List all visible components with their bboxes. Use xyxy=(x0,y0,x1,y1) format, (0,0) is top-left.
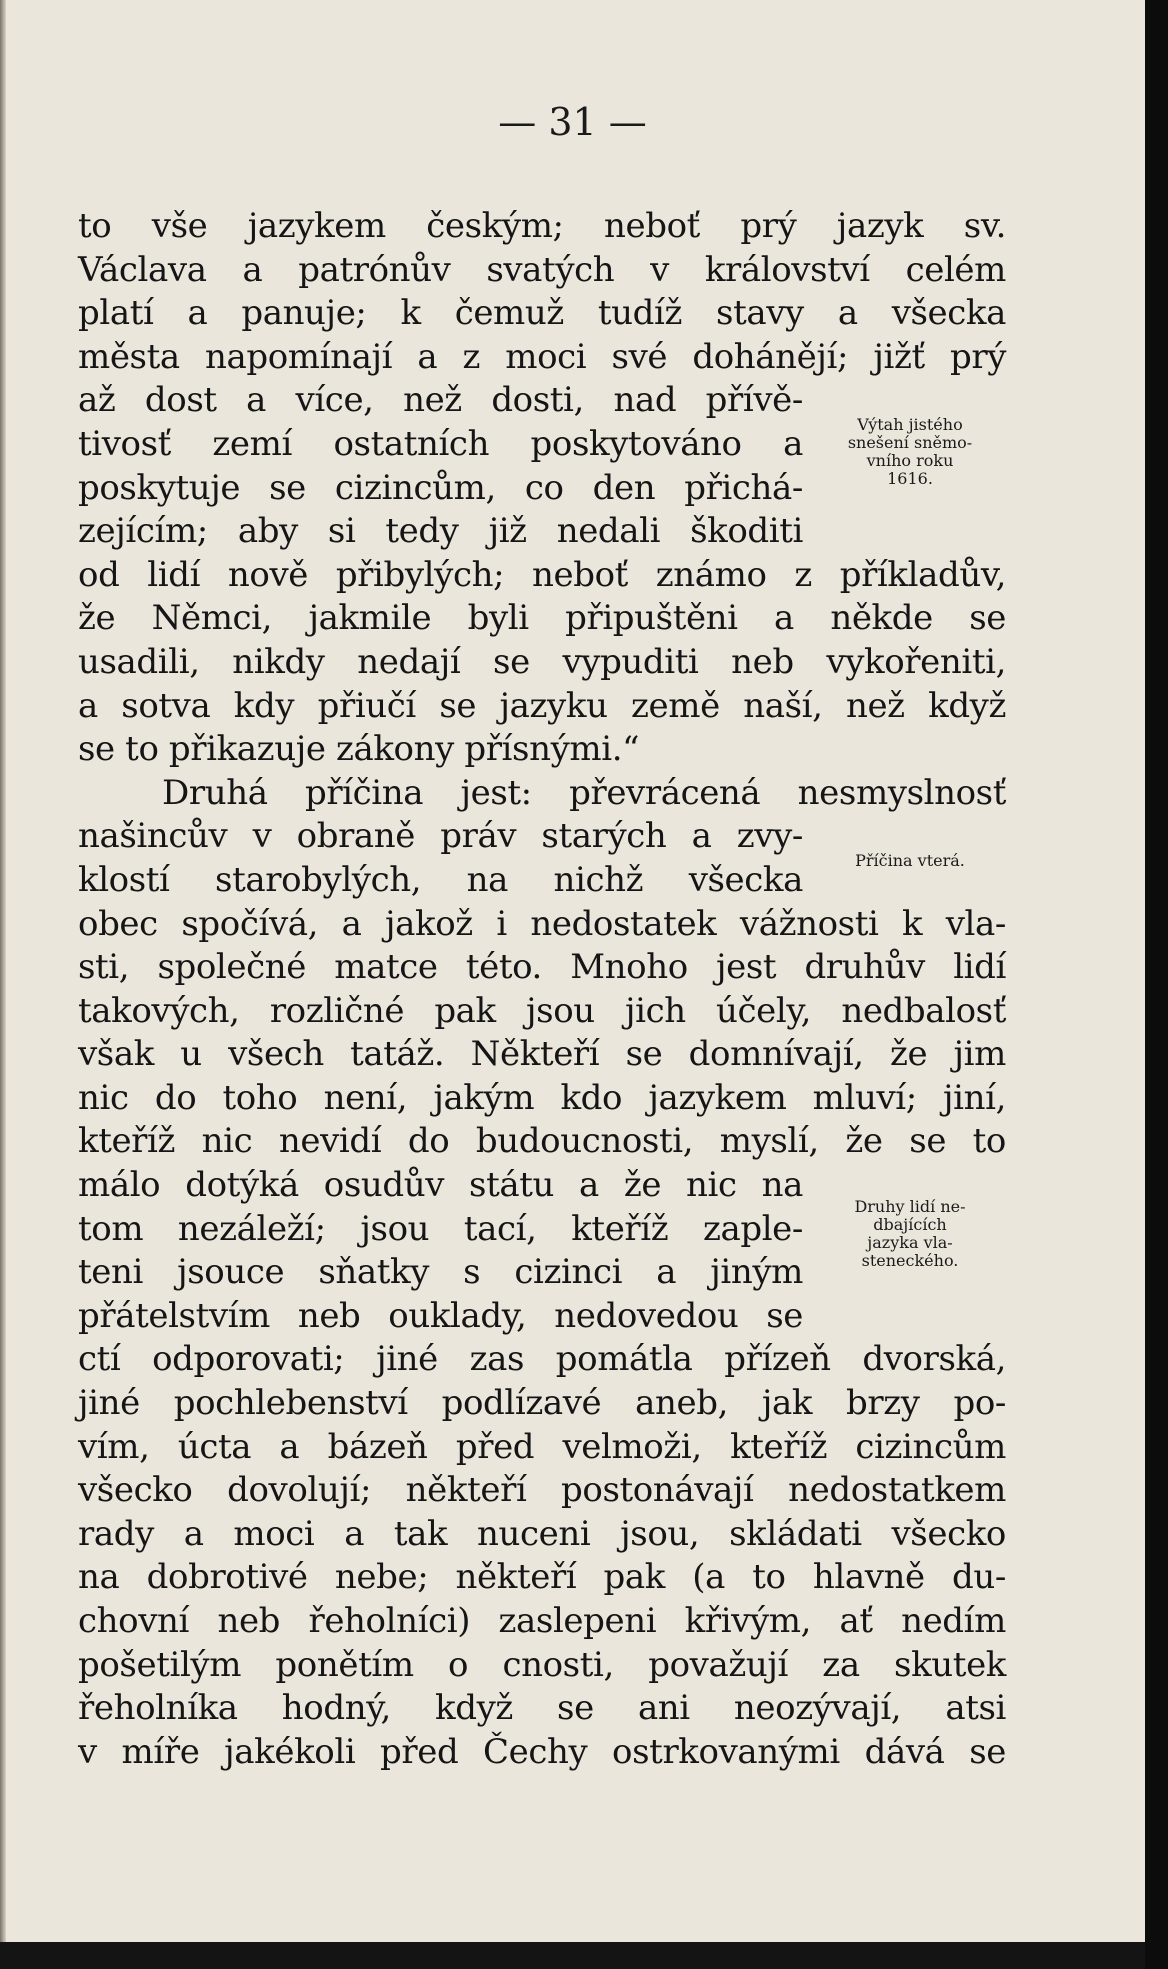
text-line: takových, rozličné pak jsou jich účely, nedbalosť xyxy=(78,990,1006,1031)
text-line: chovní neb řeholníci) zaslepeni křivým, ať nedím xyxy=(78,1601,1006,1641)
text-line: ctí odporovati; jiné zas pomátla přízeň dvorská, xyxy=(78,1339,1006,1380)
text-line: usadili, nikdy nedají se vypuditi neb vykořeniti, xyxy=(78,641,1006,682)
text-line: jiné pochlebenství podlízavé aneb, jak brzy po- xyxy=(78,1383,1006,1424)
margin-note-line: Druhy lidí ne- xyxy=(854,1197,966,1216)
text-line: to vše jazykem českým; neboť prý jazyk sv. xyxy=(78,206,1006,246)
margin-note xyxy=(820,852,1000,870)
text-line: na dobrotivé nebe; někteří pak (a to hlavně du- xyxy=(78,1557,1006,1598)
text-line: Václava a patrónův svatých v království celém xyxy=(78,249,1006,290)
text-line: přátelstvím neb ouklady, nedovedou se xyxy=(78,1295,803,1336)
text-line: kteříž nic nevidí do budoucnosti, myslí, že se to xyxy=(78,1121,1006,1162)
text-line: od lidí nově přibylých; neboť známo z příkladův, xyxy=(78,554,1006,595)
text-line: všecko dovolují; někteří postonávají nedostatkem xyxy=(78,1470,1006,1511)
page-number: — 31 — xyxy=(498,100,647,144)
margin-note-line: 1616. xyxy=(887,469,933,488)
text-line: vím, úcta a bázeň před velmoži, kteříž cizincům xyxy=(78,1426,1006,1467)
text-line: klostí starobylých, na nichž všecka xyxy=(78,859,803,900)
margin-note-line: Výtah jistého xyxy=(857,415,963,434)
margin-note xyxy=(820,416,1000,488)
scan-border-right xyxy=(1145,0,1168,1969)
text-line: platí a panuje; k čemuž tudíž stavy a všecka xyxy=(78,293,1006,334)
text-line: sti, společné matce této. Mnoho jest druhův lidí xyxy=(78,947,1006,988)
margin-note-line: steneckého. xyxy=(861,1251,959,1270)
scan-border-bottom xyxy=(0,1942,1145,1969)
margin-note-line: vního roku xyxy=(866,451,954,470)
text-line: města napomínají a z moci své dohánějí; jižť prý xyxy=(78,336,1006,377)
text-line: tom nezáleží; jsou tací, kteříž zaple- xyxy=(78,1208,803,1249)
text-line: však u všech tatáž. Někteří se domnívají, že jim xyxy=(78,1034,1006,1075)
text-line: poskytuje se cizincům, co den přichá- xyxy=(78,467,803,508)
margin-note-line: dbajících xyxy=(873,1215,947,1234)
margin-note-line: snešení sněmo- xyxy=(847,433,973,452)
text-line: málo dotýká osudův státu a že nic na xyxy=(78,1165,803,1206)
text-line: rady a moci a tak nuceni jsou, skládati všecko xyxy=(78,1513,1006,1554)
text-line: a sotva kdy přiučí se jazyku země naší, než když xyxy=(78,685,1006,726)
text-line: teni jsouce sňatky s cizinci a jiným xyxy=(78,1252,803,1293)
text-line: v míře jakékoli před Čechy ostrkovanými dává se xyxy=(78,1731,1006,1772)
text-line: pošetilým ponětím o cnosti, považují za skutek xyxy=(78,1644,1006,1685)
text-line: řeholníka hodný, když se ani neozývají, atsi xyxy=(78,1688,1006,1729)
text-line: nic do toho není, jakým kdo jazykem mluví; jiní, xyxy=(78,1077,1006,1118)
margin-note xyxy=(820,1198,1000,1270)
page-binding-shadow xyxy=(0,0,6,1969)
text-line: Druhá příčina jest: převrácená nesmyslnosť xyxy=(162,772,1006,813)
margin-note-line: jazyka vla- xyxy=(867,1233,953,1252)
text-line: našincův v obraně práv starých a zvy- xyxy=(78,816,803,857)
margin-note-line: Příčina vterá. xyxy=(855,851,965,870)
text-line: až dost a více, než dosti, nad přívě- xyxy=(78,380,803,421)
text-line: obec spočívá, a jakož i nedostatek vážnosti k vla- xyxy=(78,903,1006,944)
text-line: se to přikazuje zákony přísnými.“ xyxy=(78,729,640,770)
text-line: zejícím; aby si tedy již nedali škoditi xyxy=(78,511,803,552)
text-line: že Němci, jakmile byli připuštěni a někde se xyxy=(78,598,1006,639)
text-line: tivosť zemí ostatních poskytováno a xyxy=(78,423,803,464)
